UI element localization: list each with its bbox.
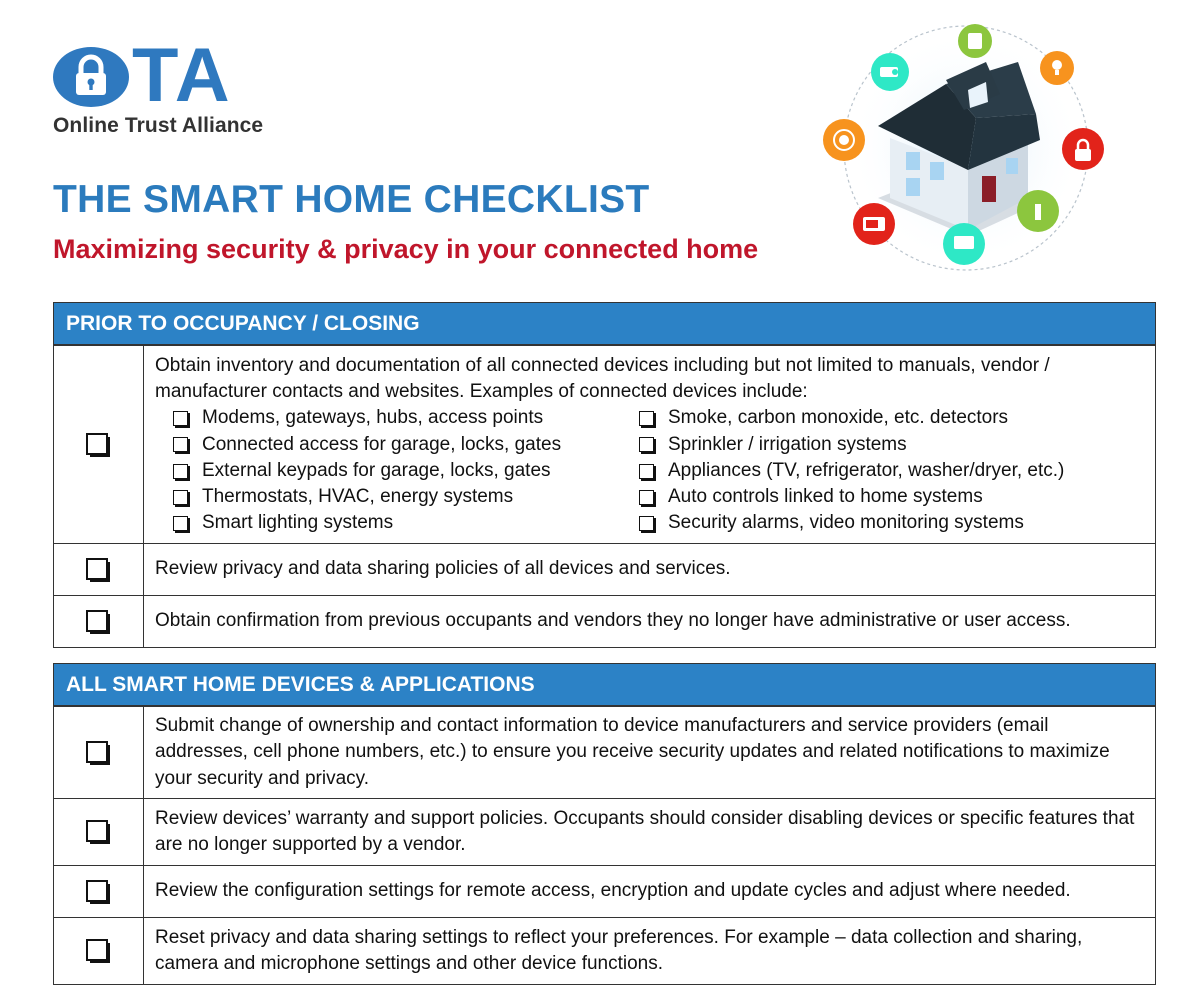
page-title: THE SMART HOME CHECKLIST [53, 178, 650, 221]
checkbox[interactable] [173, 490, 188, 505]
lock-icon [52, 46, 130, 108]
checkbox[interactable] [639, 437, 654, 452]
example-item [639, 432, 1145, 458]
alarm-icon [823, 119, 865, 161]
checkbox-cell [54, 544, 144, 595]
logo-letters: TA [132, 33, 232, 118]
checkbox[interactable] [86, 820, 108, 842]
example-item [639, 484, 1145, 510]
sprinkler-icon [1017, 190, 1059, 232]
checkbox[interactable] [173, 411, 188, 426]
checklist-row [54, 543, 1155, 595]
smart-home-illustration [818, 18, 1114, 276]
examples-list [155, 406, 1145, 537]
checkbox-cell [54, 918, 144, 984]
logo-org-name: Online Trust Alliance [53, 114, 264, 137]
checkbox[interactable] [86, 433, 108, 455]
checklist-item-text: Obtain confirmation from previous occupants and vendors they no longer have administrative or user access. [155, 610, 1071, 632]
example-text: Modems, gateways, hubs, access points [202, 407, 544, 429]
checkbox-cell [54, 866, 144, 917]
checkbox[interactable] [86, 558, 108, 580]
checklist-row [54, 345, 1155, 543]
example-item [639, 406, 1145, 432]
example-item [639, 510, 1145, 536]
example-text: External keypads for garage, locks, gates [202, 459, 551, 481]
example-item [173, 510, 639, 536]
lock-icon [1062, 128, 1104, 170]
checkbox[interactable] [639, 411, 654, 426]
camera-icon [871, 53, 909, 91]
section-header: ALL SMART HOME DEVICES & APPLICATIONS [54, 664, 1155, 706]
example-item [173, 406, 639, 432]
checklist-item-text: Review the configuration settings for remote access, encryption and update cycles and adjust where needed. [155, 880, 1071, 902]
checkbox[interactable] [639, 490, 654, 505]
example-text: Smoke, carbon monoxide, etc. detectors [668, 407, 1009, 429]
microwave-icon [853, 203, 895, 245]
example-text: Connected access for garage, locks, gates [202, 433, 562, 455]
checklist-row [54, 798, 1155, 865]
example-text: Security alarms, video monitoring systems [668, 512, 1024, 534]
example-text: Smart lighting systems [202, 512, 394, 534]
checklist-item-text: Review privacy and data sharing policies of all devices and services. [155, 558, 731, 580]
checklist-item-text: Review devices’ warranty and support policies. Occupants should consider disabling devices or specific features that are no longer supported by a vendor. [155, 807, 1135, 855]
checklist-row [54, 917, 1155, 984]
example-item [639, 458, 1145, 484]
example-item [173, 432, 639, 458]
example-text: Thermostats, HVAC, energy systems [202, 485, 514, 507]
tv-icon [943, 223, 985, 265]
example-text: Appliances (TV, refrigerator, washer/dryer, etc.) [668, 459, 1065, 481]
checklist-item-text: Submit change of ownership and contact information to device manufacturers and service providers (email addresses, cell phone numbers, etc.) to ensure you receive security updates and related notifications to maximize your security and privacy. [155, 714, 1110, 789]
example-item [173, 458, 639, 484]
checkbox[interactable] [86, 880, 108, 902]
example-text: Sprinkler / irrigation systems [668, 433, 907, 455]
checklist-item-text: Reset privacy and data sharing settings to reflect your preferences. For example – data collection and sharing, camera and microphone settings and other device functions. [155, 926, 1083, 974]
section-all-smart-home-devices [53, 663, 1156, 985]
section-header: PRIOR TO OCCUPANCY / CLOSING [54, 303, 1155, 345]
checkbox-cell [54, 799, 144, 865]
example-item [173, 484, 639, 510]
checklist-item-text: Obtain inventory and documentation of all connected devices including but not limited to manuals, vendor / manufacturer contacts and websites. Examples of connected devices include: [155, 354, 1050, 403]
ota-logo [52, 33, 292, 142]
checklist-item [144, 346, 1155, 543]
appliance-icon [958, 24, 992, 58]
logo-mark [52, 33, 232, 118]
checkbox[interactable] [639, 464, 654, 479]
checklist-row [54, 706, 1155, 798]
page-subtitle: Maximizing security & privacy in your connected home [53, 234, 759, 264]
example-text: Auto controls linked to home systems [668, 485, 983, 507]
checklist-row [54, 865, 1155, 917]
checkbox[interactable] [173, 464, 188, 479]
checkbox[interactable] [86, 610, 108, 632]
checkbox[interactable] [173, 516, 188, 531]
checkbox-cell [54, 346, 144, 543]
checkbox[interactable] [86, 741, 108, 763]
lightbulb-icon [1040, 51, 1074, 85]
section-prior-to-occupancy [53, 302, 1156, 648]
checklist-row [54, 595, 1155, 647]
checkbox-cell [54, 707, 144, 798]
checkbox[interactable] [173, 437, 188, 452]
checkbox-cell [54, 596, 144, 647]
checkbox[interactable] [86, 939, 108, 961]
checkbox[interactable] [639, 516, 654, 531]
